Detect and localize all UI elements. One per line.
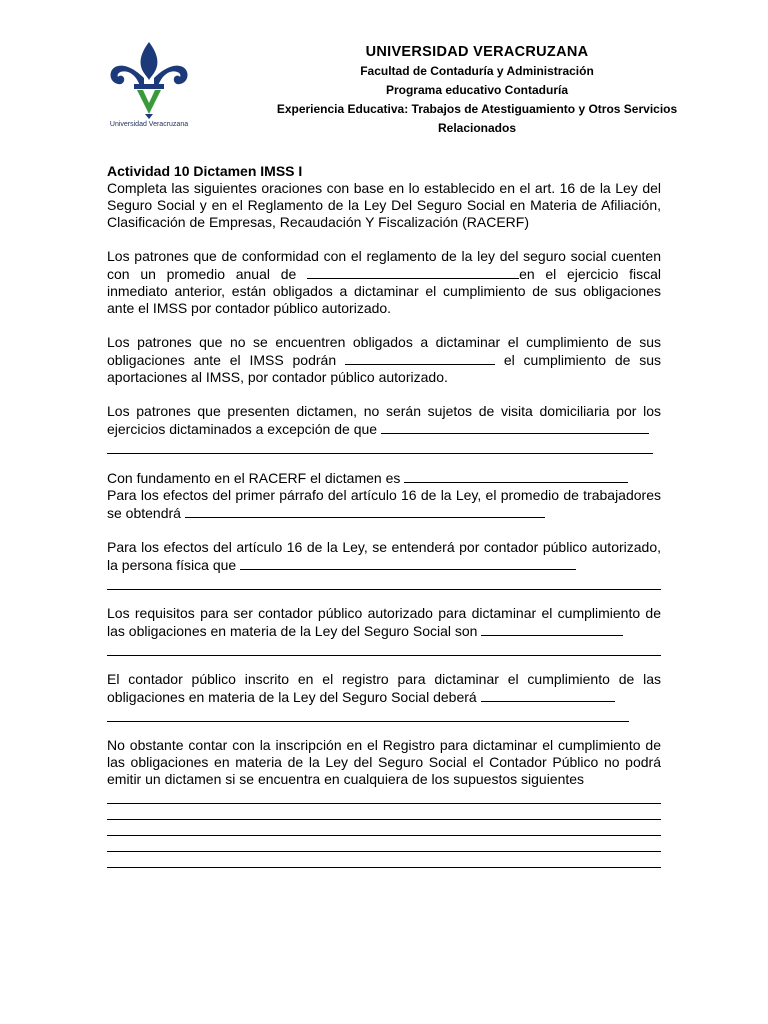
answer-blank[interactable] (481, 622, 623, 636)
answer-line[interactable] (107, 706, 629, 722)
question-3: Los patrones que presenten dictamen, no serán sujetos de visita domiciliaria por los ejercicios dictaminados a excepción de que (107, 403, 661, 437)
answer-line[interactable] (107, 788, 661, 804)
answer-blank[interactable] (404, 469, 628, 483)
question-4: Con fundamento en el RACERF el dictamen es (107, 469, 661, 487)
university-logo (100, 40, 198, 132)
answer-blank[interactable] (185, 504, 545, 518)
answer-blank[interactable] (481, 688, 615, 702)
program-name: Programa educativo Contaduría (385, 83, 569, 97)
question-9: No obstante contar con la inscripción en el Registro para dictaminar el cumplimiento de las obligaciones en materia de la Ley del Seguro Social el Contador Público no podrá emitir un dictamen si se encuentra en cualquiera de los supuestos siguientes (107, 737, 661, 787)
activity-body (107, 163, 661, 868)
question-2: Los patrones que no se encuentren obligados a dictaminar el cumplimiento de sus obligaciones ante el IMSS podrán el cumplimiento de sus aportaciones al IMSS, por contador público autorizado. (107, 334, 662, 385)
answer-line[interactable] (107, 836, 661, 852)
question-7: Los requisitos para ser contador público autorizado para dictaminar el cumplimiento de las obligaciones en materia de la Ley del Seguro Social son (107, 605, 661, 639)
answer-line[interactable] (107, 640, 661, 656)
fleur-de-lis-icon (100, 40, 198, 120)
answer-line[interactable] (107, 852, 661, 868)
activity-instructions: Completa las siguientes oraciones con base en lo establecido en el art. 16 de la Ley del Seguro Social y en el Reglamento de la Ley Del Seguro Social en Materia de Afiliación, Clasificación de Empresas, Recaudación Y Fiscalización (RACERF) (107, 180, 661, 230)
question-5: Para los efectos del primer párrafo del artículo 16 de la Ley, el promedio de trabajadores se obtendrá (107, 487, 661, 521)
university-name: UNIVERSIDAD VERACRUZANA (365, 44, 589, 60)
answer-blank[interactable] (381, 420, 649, 434)
answer-line[interactable] (107, 574, 661, 590)
question-1: Los patrones que de conformidad con el reglamento de la ley del seguro social cuenten con un promedio anual de en el ejercicio fiscal inmediato anterior, están obligados a dictaminar el cumplimiento de sus obligaciones ante el IMSS por contador público autorizado. (107, 248, 662, 316)
experience-line-1: Experiencia Educativa: Trabajos de Atestiguamiento y Otros Servicios (276, 102, 678, 116)
answer-blank[interactable] (307, 265, 519, 279)
answer-blank[interactable] (345, 351, 495, 365)
logo-caption: Universidad Veracruzana (109, 121, 189, 128)
question-8: El contador público inscrito en el registro para dictaminar el cumplimiento de las obligaciones en materia de la Ley del Seguro Social deberá (107, 671, 661, 705)
answer-line[interactable] (107, 438, 653, 454)
answer-line[interactable] (107, 804, 661, 820)
activity-title: Actividad 10 Dictamen IMSS I (107, 163, 303, 179)
document-header (230, 43, 724, 138)
experience-line-2: Relacionados (437, 121, 517, 135)
question-6: Para los efectos del artículo 16 de la Ley, se entenderá por contador público autorizado, la persona física que (107, 539, 661, 573)
answer-line[interactable] (107, 820, 661, 836)
answer-blank[interactable] (240, 556, 576, 570)
faculty-name: Facultad de Contaduría y Administración (360, 64, 594, 78)
